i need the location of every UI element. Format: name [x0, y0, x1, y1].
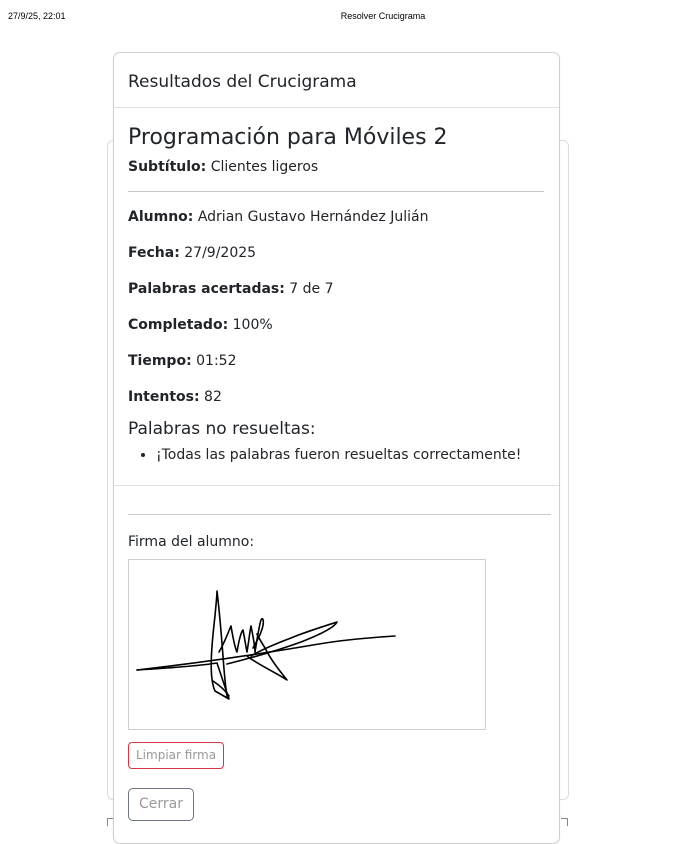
info-value: 82	[204, 389, 222, 405]
info-label: Alumno:	[128, 209, 194, 225]
list-item: • ¡Todas las palabras fueron resueltas correctamente!	[156, 447, 545, 463]
modal-title: Resultados del Crucigrama	[128, 72, 357, 92]
signature-canvas[interactable]	[128, 559, 486, 730]
modal-body	[114, 108, 559, 486]
signature-drawing	[129, 560, 485, 729]
info-value: 7 de 7	[289, 281, 334, 297]
signature-label: Firma del alumno:	[128, 534, 255, 550]
print-title: Resolver Crucigrama	[340, 11, 426, 21]
info-completed	[128, 317, 545, 333]
unsolved-list	[128, 447, 545, 463]
subtitle-line	[128, 159, 545, 175]
info-label: Fecha:	[128, 245, 180, 261]
clear-signature-button[interactable]: Limpiar firma	[128, 742, 224, 769]
info-words-correct	[128, 281, 545, 297]
close-button[interactable]: Cerrar	[128, 788, 194, 821]
divider	[128, 191, 544, 192]
info-label: Intentos:	[128, 389, 200, 405]
info-student	[128, 209, 545, 225]
info-value: 27/9/2025	[184, 245, 257, 261]
print-date: 27/9/25, 22:01	[8, 11, 66, 21]
info-label: Tiempo:	[128, 353, 192, 369]
info-value: 100%	[232, 317, 273, 333]
divider	[128, 514, 551, 515]
info-value: 01:52	[196, 353, 237, 369]
info-date	[128, 245, 545, 261]
info-attempts	[128, 389, 545, 405]
subtitle-label: Subtítulo:	[128, 159, 207, 175]
subtitle-value: Clientes ligeros	[210, 159, 319, 175]
info-label: Palabras acertadas:	[128, 281, 285, 297]
info-label: Completado:	[128, 317, 229, 333]
course-title: Programación para Móviles 2	[128, 125, 448, 150]
results-modal	[113, 52, 560, 844]
unsolved-title: Palabras no resueltas:	[128, 419, 316, 439]
info-value: Adrian Gustavo Hernández Julián	[197, 209, 429, 225]
info-time	[128, 353, 545, 369]
modal-header	[114, 53, 559, 108]
